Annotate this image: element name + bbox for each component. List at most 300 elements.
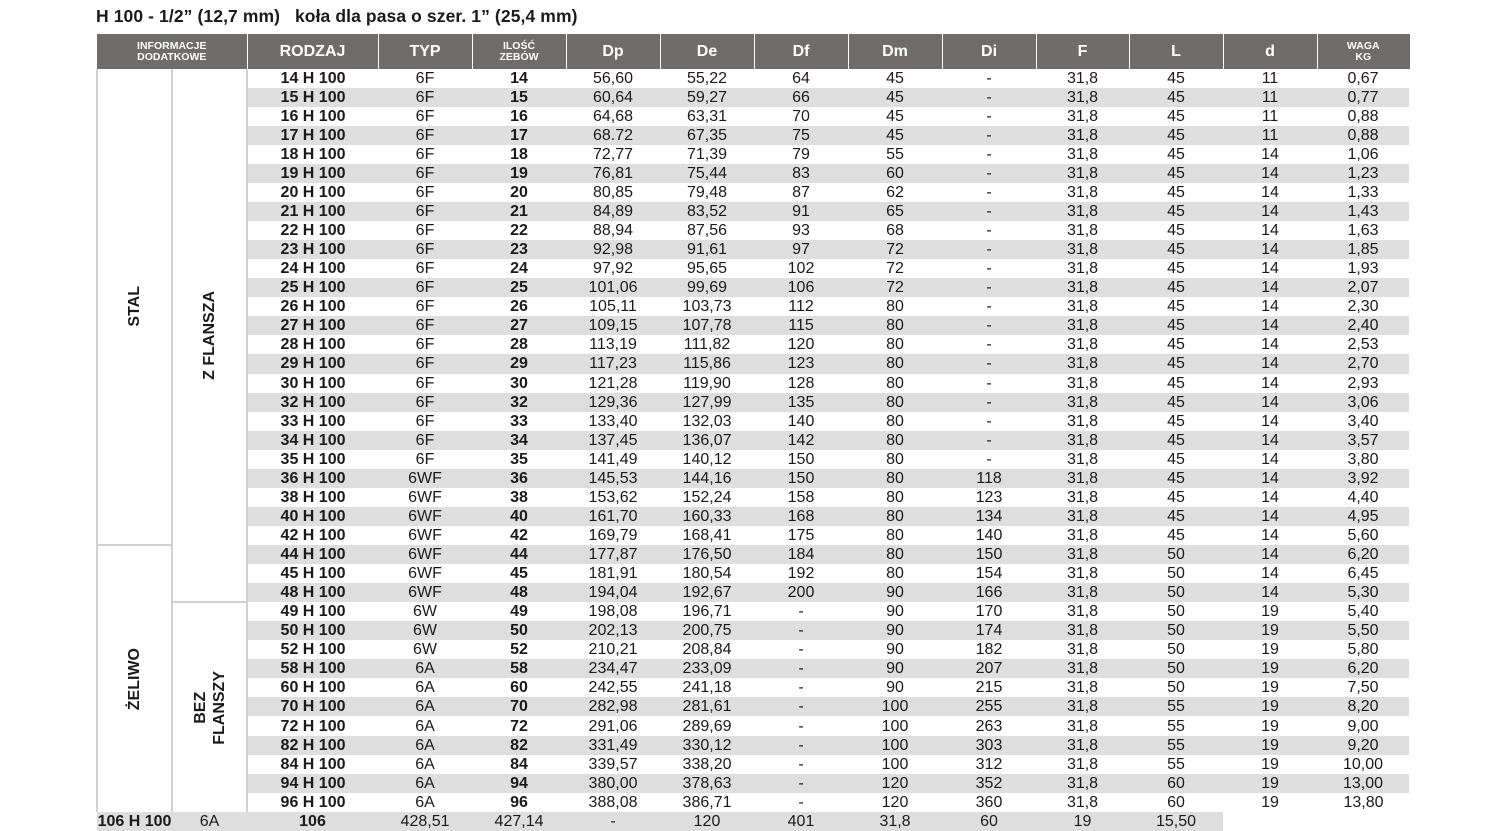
table-cell: 210,21 [588, 641, 638, 659]
table-cell: 75,44 [660, 164, 754, 183]
table-row [97, 621, 1410, 640]
group-material-zeliwo [97, 545, 172, 812]
table-cell: 34 [472, 431, 566, 450]
table-cell: 6A [378, 697, 472, 716]
table-cell: 14 [1261, 260, 1279, 278]
table-cell: 83,52 [660, 202, 754, 221]
table-cell: 200 [754, 583, 848, 602]
table-cell: 26 H 100 [280, 298, 346, 316]
table-cell: 59,27 [660, 88, 754, 107]
table-cell: 60 [942, 812, 1036, 831]
table-cell: 3,92 [1317, 469, 1410, 488]
table-cell: 6A [172, 812, 247, 831]
table-cell: 90 [848, 583, 942, 602]
table-cell: 16 [510, 108, 528, 126]
table-cell: 90 [886, 603, 904, 621]
table-cell: 401 [754, 812, 848, 831]
table-cell: 50 [472, 621, 566, 640]
table-body [97, 69, 1410, 831]
table-cell: 1,06 [1347, 146, 1379, 164]
table-cell: 6W [413, 603, 438, 621]
header-info: INFORMACJE DODATKOWE [97, 34, 247, 69]
table-cell: 11 [1261, 108, 1279, 126]
table-cell: 80 [886, 450, 904, 468]
table-cell: 60 [510, 679, 528, 697]
table-row [97, 221, 1410, 240]
table-cell: 31,8 [1036, 736, 1129, 755]
table-cell: - [754, 736, 848, 755]
table-cell: 127,99 [660, 393, 754, 412]
table-cell: 6WF [408, 526, 442, 544]
table-row [97, 88, 1410, 107]
table-cell: 42 H 100 [280, 526, 346, 544]
table-cell: 0,67 [1347, 70, 1379, 88]
table-cell: 72 H 100 [280, 717, 346, 735]
table-cell: 44 H 100 [247, 545, 378, 564]
table-cell: 62 [886, 184, 904, 202]
table-cell: 80 [848, 469, 942, 488]
table-cell: - [566, 812, 660, 831]
table-cell: 180,54 [682, 565, 732, 582]
table-cell: 158 [787, 488, 815, 506]
table-cell: 31,8 [1066, 717, 1099, 735]
table-cell: 32 H 100 [247, 393, 378, 412]
table-cell: 83 [754, 164, 848, 183]
table-cell: 31,8 [1036, 278, 1129, 297]
table-cell: 31,8 [1066, 146, 1099, 164]
table-cell: 8,20 [1317, 697, 1410, 716]
table-cell: - [798, 679, 804, 697]
table-cell: 40 [472, 507, 566, 526]
table-cell: 132,03 [682, 412, 732, 430]
table-cell: 31,8 [1036, 240, 1129, 259]
table-cell: - [986, 298, 992, 316]
table-cell: 60 [848, 164, 942, 183]
table-row [97, 812, 1410, 831]
table-cell: 19 [1261, 603, 1279, 621]
table-cell: 45 [1129, 88, 1223, 107]
table-cell: 84 [510, 755, 528, 773]
table-cell: 80 [886, 565, 904, 582]
table-row [97, 374, 1410, 393]
table-cell: 93 [792, 222, 810, 240]
table-cell: - [942, 316, 1036, 335]
table-cell: 6F [415, 260, 435, 278]
table-cell: 14 [1223, 164, 1317, 183]
table-cell: 22 H 100 [280, 222, 346, 240]
table-cell: 6F [378, 431, 472, 450]
table-cell: 31,8 [1036, 697, 1129, 716]
table-cell: 80 [848, 507, 942, 526]
table-cell: 170 [975, 603, 1003, 621]
table-cell: - [942, 202, 1036, 221]
table-cell: 58 [472, 659, 566, 678]
table-cell: 60 [1129, 774, 1223, 793]
table-cell: 15 [472, 88, 566, 107]
table-cell: 95,65 [686, 260, 728, 278]
table-cell: 129,36 [566, 393, 660, 412]
table-cell: 50 [1129, 621, 1223, 640]
table-cell: 72 [848, 240, 942, 259]
table-cell: 72 [848, 278, 942, 297]
group-material-stal [97, 69, 172, 545]
table-cell: 6WF [378, 583, 472, 602]
table-cell: 5,50 [1317, 621, 1410, 640]
table-cell: 153,62 [588, 488, 638, 506]
table-cell: - [942, 240, 1036, 259]
table-row [97, 545, 1410, 564]
table-cell: 14 [1261, 450, 1279, 468]
table-cell: 5,80 [1347, 641, 1379, 659]
table-cell: - [986, 374, 992, 392]
table-cell: 192 [787, 565, 815, 582]
table-cell: 80 [848, 316, 942, 335]
table-cell: 60,64 [566, 88, 660, 107]
table-cell: 6W [378, 621, 472, 640]
table-cell: 14 [1223, 278, 1317, 297]
table-cell: 91,61 [660, 240, 754, 259]
table-cell: 6,20 [1317, 659, 1410, 678]
table-cell: 1,23 [1317, 164, 1410, 183]
table-cell: 241,18 [682, 679, 732, 697]
table-row [97, 431, 1410, 450]
table-cell: 90 [886, 679, 904, 697]
table-cell: - [942, 354, 1036, 373]
table-cell: 50 [1129, 583, 1223, 602]
table-cell: - [986, 108, 992, 126]
header-di: Di [942, 34, 1036, 69]
table-cell: 4,95 [1317, 507, 1410, 526]
table-row [97, 755, 1410, 774]
table-cell: 133,40 [588, 412, 638, 430]
table-cell: 45 [1129, 202, 1223, 221]
table-cell: 6F [415, 108, 435, 126]
table-cell: 45 [1129, 278, 1223, 297]
table-cell: 6A [415, 755, 435, 773]
table-cell: 90 [886, 641, 904, 659]
table-cell: 154 [975, 565, 1003, 582]
table-cell: 6F [415, 70, 435, 88]
table-cell: 97 [754, 240, 848, 259]
table-cell: 45 [848, 126, 942, 145]
table-cell: 45 [1167, 70, 1185, 88]
group-type-bez-flanszy-label: BEZ FLANSZY [191, 670, 228, 745]
table-cell: 378,63 [660, 774, 754, 793]
table-cell: 6F [378, 316, 472, 335]
table-cell: 140,12 [682, 450, 732, 468]
table-cell: 19 [1036, 812, 1129, 831]
table-cell: 80 [848, 393, 942, 412]
table-cell: 184 [754, 545, 848, 564]
table-cell: 15,50 [1129, 812, 1223, 831]
table-cell: 120 [881, 793, 909, 811]
table-cell: 2,93 [1347, 374, 1379, 392]
table-cell: 2,70 [1317, 354, 1410, 373]
table-cell: 115,86 [660, 354, 754, 373]
table-cell: 80 [848, 431, 942, 450]
table-row [97, 297, 1410, 316]
table-cell: 14 [1223, 545, 1317, 564]
table-cell: 6A [415, 793, 435, 811]
table-cell: 282,98 [566, 697, 660, 716]
table-cell: 150 [942, 545, 1036, 564]
table-cell: 60 H 100 [280, 679, 346, 697]
table-cell: 3,06 [1317, 393, 1410, 412]
header-de: De [660, 34, 754, 69]
table-cell: 150 [787, 450, 815, 468]
table-row [97, 316, 1410, 335]
table-cell: 152,24 [682, 488, 732, 506]
table-cell: 14 [1261, 222, 1279, 240]
table-cell: 50 [1167, 565, 1185, 582]
table-cell: 6F [378, 202, 472, 221]
table-cell: 32 [472, 393, 566, 412]
table-cell: 31,8 [1036, 88, 1129, 107]
table-cell: 6A [378, 736, 472, 755]
table-cell: 45 [510, 565, 528, 582]
table-cell: 6F [378, 393, 472, 412]
table-row [97, 107, 1410, 126]
table-cell: 19 [1223, 697, 1317, 716]
table-cell: 207 [942, 659, 1036, 678]
table-cell: 80 [886, 336, 904, 354]
table-cell: 80 [848, 545, 942, 564]
header-waga: WAGA KG [1317, 34, 1410, 69]
table-cell: 45 [1167, 108, 1185, 126]
table-cell: 234,47 [566, 659, 660, 678]
table-row [97, 450, 1410, 469]
table-cell: 145,53 [566, 469, 660, 488]
table-cell: 45 [1129, 164, 1223, 183]
table-cell: 80 [886, 526, 904, 544]
table-cell: 352 [942, 774, 1036, 793]
table-row [97, 736, 1410, 755]
table-cell: 134 [942, 507, 1036, 526]
table-cell: 2,40 [1317, 316, 1410, 335]
table-cell: 6W [413, 641, 438, 659]
table-cell: 20 H 100 [280, 184, 346, 202]
table-cell: 79 [792, 146, 810, 164]
header-l: L [1129, 34, 1223, 69]
table-row [97, 697, 1410, 716]
table-cell: 6WF [408, 565, 442, 582]
table-cell: 28 [510, 336, 528, 354]
table-cell: 80 [886, 298, 904, 316]
table-cell: - [986, 450, 992, 468]
table-row [97, 526, 1410, 545]
table-cell: 107,78 [660, 316, 754, 335]
table-cell: 312 [975, 755, 1003, 773]
table-cell: 339,57 [588, 755, 638, 773]
table-cell: 331,49 [566, 736, 660, 755]
table-cell: - [798, 641, 804, 659]
table-cell: 50 H 100 [247, 621, 378, 640]
table-cell: 50 [1129, 659, 1223, 678]
table-cell: 52 H 100 [280, 641, 346, 659]
table-cell: 45 [1167, 184, 1185, 202]
table-cell: - [754, 659, 848, 678]
table-cell: 84 H 100 [280, 755, 346, 773]
table-cell: 33 [510, 412, 528, 430]
table-cell: 14 [510, 70, 528, 88]
table-cell: 27 H 100 [247, 316, 378, 335]
table-cell: 6F [415, 412, 435, 430]
table-row [97, 335, 1410, 354]
table-cell: 141,49 [588, 450, 638, 468]
table-cell: 60 [1167, 793, 1185, 811]
table-cell: - [986, 260, 992, 278]
table-cell: 103,73 [682, 298, 732, 316]
table-cell: 35 [510, 450, 528, 468]
table-cell: 49 H 100 [280, 603, 346, 621]
table-cell: 192,67 [660, 583, 754, 602]
table-cell: 45 [1167, 526, 1185, 544]
table-cell: 14 [1261, 374, 1279, 392]
table-cell: 16 H 100 [280, 108, 346, 126]
table-cell: 31,8 [1066, 70, 1099, 88]
table-cell: 50 [1129, 545, 1223, 564]
table-cell: 380,00 [566, 774, 660, 793]
table-cell: 30 [510, 374, 528, 392]
table-cell: 3,40 [1347, 412, 1379, 430]
table-row [97, 469, 1410, 488]
table-cell: 14 [1223, 583, 1317, 602]
table-cell: 4,40 [1347, 488, 1379, 506]
table-cell: 428,51 [378, 812, 472, 831]
table-cell: - [754, 697, 848, 716]
table-cell: 6A [415, 717, 435, 735]
table-cell: 233,09 [660, 659, 754, 678]
table-cell: 6F [378, 354, 472, 373]
table-cell: 25 H 100 [247, 278, 378, 297]
table-cell: 427,14 [472, 812, 566, 831]
table-cell: 6F [415, 450, 435, 468]
table-cell: 14 [1223, 469, 1317, 488]
table-cell: 7,50 [1347, 679, 1379, 697]
table-row [97, 793, 1410, 812]
table-cell: 6,45 [1347, 565, 1379, 582]
table-cell: 14 [1223, 507, 1317, 526]
table-cell: 23 H 100 [247, 240, 378, 259]
table-cell: 31,8 [1036, 774, 1129, 793]
table-cell: 11 [1223, 126, 1317, 145]
table-cell: 105,11 [589, 298, 637, 316]
table-cell: 88,94 [592, 222, 634, 240]
table-cell: 31,8 [1036, 164, 1129, 183]
table-cell: 42 [510, 526, 528, 544]
table-cell: 128 [787, 374, 815, 392]
table-cell: - [942, 431, 1036, 450]
table-cell: 45 [1167, 488, 1185, 506]
table-cell: 72 [886, 260, 904, 278]
header-dm: Dm [848, 34, 942, 69]
table-cell: 50 [1167, 641, 1185, 659]
table-cell: 94 H 100 [247, 774, 378, 793]
header-df: Df [754, 34, 848, 69]
table-cell: 106 H 100 [97, 813, 172, 830]
table-cell: 3,57 [1317, 431, 1410, 450]
table-cell: 14 H 100 [280, 70, 346, 88]
table-cell: 14 [1261, 488, 1279, 506]
table-cell: 84,89 [566, 202, 660, 221]
table-row [97, 488, 1410, 507]
table-cell: 10,00 [1342, 755, 1384, 773]
table-cell: - [754, 774, 848, 793]
table-cell: 64,68 [592, 108, 634, 126]
table-cell: 14 [1261, 146, 1279, 164]
table-cell: 55 [1129, 697, 1223, 716]
table-cell: 1,85 [1317, 240, 1410, 259]
table-cell: 45 [1129, 240, 1223, 259]
table-cell: 82 [472, 736, 566, 755]
table-cell: 120 [848, 774, 942, 793]
table-cell: 109,15 [566, 316, 660, 335]
table-cell: 63,31 [686, 108, 728, 126]
table-cell: 31,8 [1066, 108, 1099, 126]
table-cell: 112 [788, 298, 814, 316]
table-cell: 303 [942, 736, 1036, 755]
table-cell: 123 [754, 354, 848, 373]
table-cell: - [986, 70, 992, 88]
table-cell: 45 [848, 88, 942, 107]
table-cell: 6F [378, 164, 472, 183]
table-cell: 137,45 [566, 431, 660, 450]
table-cell: 22 [510, 222, 528, 240]
table-cell: 19 [1223, 621, 1317, 640]
table-cell: 6F [378, 278, 472, 297]
table-cell: 29 [472, 354, 566, 373]
table-cell: 2,07 [1317, 278, 1410, 297]
table-cell: 87,56 [686, 222, 728, 240]
table-cell: 38 [510, 488, 528, 506]
table-cell: 6F [415, 374, 435, 392]
table-cell: 31,8 [1036, 126, 1129, 145]
table-cell: - [798, 755, 804, 773]
table-cell: 36 [472, 469, 566, 488]
table-cell: 19 [1223, 736, 1317, 755]
table-cell: 36 H 100 [247, 469, 378, 488]
table-cell: 49 [510, 603, 528, 621]
table-cell: 31,8 [1066, 641, 1099, 659]
table-cell: 31,8 [1036, 202, 1129, 221]
table-cell: 75 [754, 126, 848, 145]
table-cell: 175 [787, 526, 815, 544]
table-cell: 66 [754, 88, 848, 107]
table-cell: 106 [754, 278, 848, 297]
table-cell: 0,88 [1347, 108, 1379, 126]
table-cell: 11 [1261, 70, 1279, 88]
table-cell: 6A [415, 679, 435, 697]
table-cell: 208,84 [682, 641, 732, 659]
table-cell: 6WF [378, 469, 472, 488]
table-cell: 13,00 [1317, 774, 1410, 793]
table-cell: 99,69 [660, 278, 754, 297]
table-cell: 1,63 [1347, 222, 1379, 240]
table-cell: 96 [510, 793, 528, 811]
table-cell: 45 [1167, 336, 1185, 354]
table-cell: 242,55 [588, 679, 638, 697]
table-row [97, 583, 1410, 602]
table-cell: - [986, 412, 992, 430]
table-cell: 168,41 [682, 526, 732, 544]
table-cell: 34 H 100 [247, 431, 378, 450]
table-cell: 31,8 [1066, 565, 1099, 582]
table-cell: 31,8 [1036, 469, 1129, 488]
table-cell: - [986, 146, 992, 164]
table-cell: 121,28 [588, 374, 638, 392]
table-cell: 14 [1261, 184, 1279, 202]
header-ilosc: ILOŚĆ ZEBÓW [472, 34, 566, 69]
